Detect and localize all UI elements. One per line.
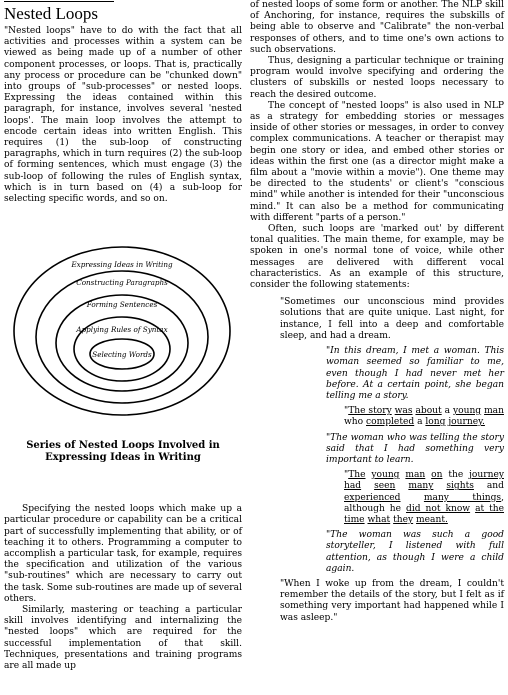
left-paragraph-2: Specifying the nested loops which make up a particular procedure or capability can be a critical part of successfully implementing that ability, or of teaching it to others. Programming a computer to accomplish a particular task, for example, requires the specification and utilization of the various "sub-routines" which are necessary to carry out the task. Some sub-routines are made up of several others. [4,504,242,604]
quote-text-fragment: " [344,406,349,417]
page-title: Nested Loops [4,4,98,23]
underlined-word: about [415,406,442,417]
quote-7: "When I woke up from the dream, I couldn't remember the details of the story, but I felt as if something very important had happened while I was asleep." [280,578,504,623]
quoted-story [280,297,504,623]
left-paragraph-3: Similarly, mastering or teaching a particular skill involves identifying and internalizing the "nested loops" which are required for the successful implementation of that skill. Techniques, presentations and training programs are all made up [4,605,242,672]
quote-text-fragment: and [473,481,504,492]
quote-5 [344,470,504,526]
quote-6: "The woman was such a good storyteller, I listened with full attention, as though I were a child again. [326,530,504,574]
underlined-word: they [393,514,414,525]
underlined-word: did not know [406,503,471,514]
underlined-word: many [408,481,434,492]
left-paragraph-1: "Nested loops" have to do with the fact that all activities and processes within a system can be viewed as being made up of a number of other component processes, or loops. That is, practically any process or procedure can be "chunked down" into groups of "sub-processes" or nested loops. Expressing the ideas contained within this paragraph, for instance, involves several 'nested loops'. The main loop involves the attempt to encode certain ideas into written English. This requires (1) the sub-loop of constructing paragraphs, which in turn requires (2) the sub-loop of forming sentences, which must engage (3) the sub-loop of following the rules of English syntax, which is in turn based on (4) a sub-loop for selecting specific words, and so on. [4,26,242,205]
quote-text-fragment: the [442,470,470,481]
underlined-word: seen [374,481,396,492]
underlined-word: meant. [416,514,448,525]
loop-2 [36,271,208,403]
caption-line-2: Expressing Ideas in Writing [45,452,201,464]
loop-label-2: Constructing Paragraphs [76,278,168,288]
underlined-word: journey [469,470,504,481]
quote-2: "In this dream, I met a woman. This woman seemed so familiar to me, even though I had never met her before. At a certain point, she began telling me a story. [326,346,504,401]
right-column [250,0,504,624]
left-column [4,0,242,672]
right-paragraph-2: Thus, designing a particular technique or training program would involve specifying and ordering the clusters of subskills or nested loops necessary to reach the desired outcome. [250,56,504,100]
underlined-word: was [394,406,413,417]
loop-label-5: Selecting Words [92,350,152,360]
underlined-word: sights [446,481,474,492]
underlined-word: experienced [344,492,401,503]
quote-4: "The woman who was telling the story said that I had something very important to learn. [326,432,504,465]
underlined-word: had [344,481,362,492]
underlined-word: completed [366,417,415,428]
quote-3 [344,406,504,428]
loop-3 [56,295,188,391]
underlined-word: man [405,470,426,481]
quote-text-fragment [361,481,374,491]
quote-text-fragment: " [344,470,349,481]
underlined-word: journey. [448,417,485,428]
quote-level-2 [326,346,504,575]
quote-text-fragment: , although he [344,492,504,514]
underlined-word: many things [423,492,502,503]
diagram-caption [4,440,242,464]
right-paragraph-3: The concept of "nested loops" is also used in NLP as a strategy for embedding stories or messages inside of other stories or messages, in order to convey complex communications. A teacher or therapist may begin one story or idea, and embed other stories or ideas within the first one (as a director might make a film about a "movie within a movie"). One theme may be directed to the students' or client's "conscious mind" while another is intended for their "unconscious mind." It can also be a method for communicating with different "parts of a person." [250,100,504,223]
caption-line-1: Series of Nested Loops Involved in [26,440,220,452]
underlined-word: young [371,470,400,481]
quote-level-3a [344,406,504,428]
underlined-word: at the time [344,503,504,525]
quote-text-fragment [401,493,424,503]
underlined-word: on [431,470,443,481]
underlined-word: man [484,406,504,417]
underlined-word: long [425,417,446,428]
loop-label-4: Applying Rules of Syntax [76,325,168,335]
quote-1: "Sometimes our unconscious mind provides solutions that are quite unique. Last night, for instance, I fell into a deep and comfortable sleep, and had a dream. [280,297,504,341]
quote-text-fragment: who [344,417,367,428]
underlined-word: The story [348,406,392,417]
right-paragraph-4: Often, such loops are 'marked out' by different tonal qualities. The main theme, for example, may be spoken in one's normal tone of voice, while other messages are delivered with different vocal characteristics. As an example of this structure, consider the following statements: [250,224,504,291]
quote-level-3b [344,470,504,526]
loop-label-1: Expressing Ideas in Writing [71,260,173,270]
nested-loops-svg [4,243,242,418]
title-rule [4,1,114,2]
quote-text-fragment [395,481,408,491]
loop-label-3: Forming Sentences [86,300,158,310]
underlined-word: what [367,514,391,525]
underlined-word: young [452,406,482,417]
right-paragraph-1: of nested loops of some form or another. The NLP skill of Anchoring, for instance, requires the subskills of being able to observe and "Calibrate" the non-verbal responses of others, and to time one's own actions to such observations. [250,0,504,55]
quote-text-fragment [433,481,446,491]
quote-text-fragment: a [441,406,453,417]
underlined-word: The [348,470,366,481]
nested-loops-diagram [4,243,242,418]
quote-text-fragment: a [414,417,426,428]
